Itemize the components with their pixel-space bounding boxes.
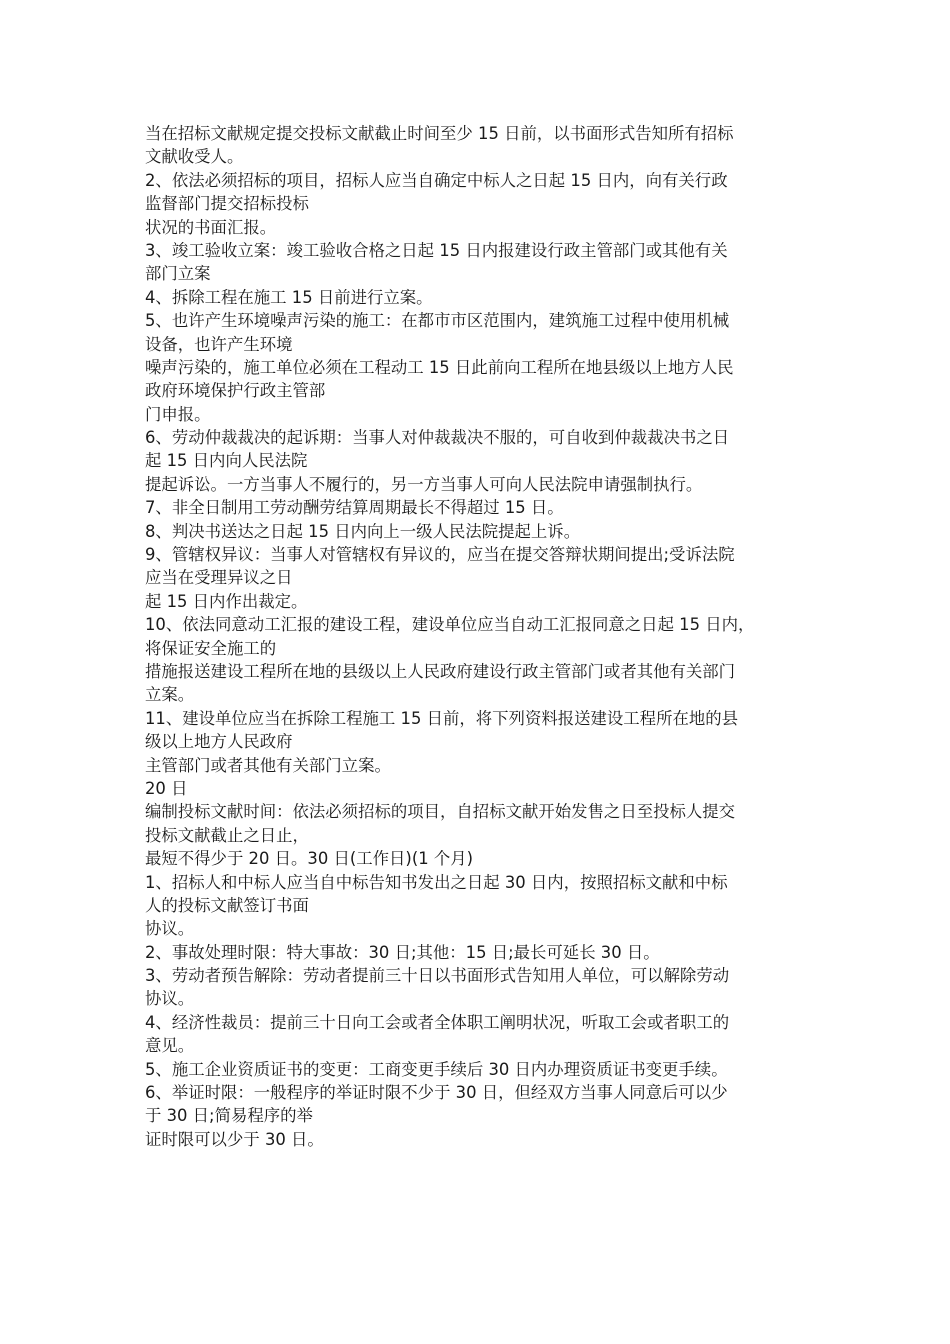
text-line: 投标文献截止之日止，	[145, 825, 309, 845]
text-line: 文献收受人。	[145, 147, 244, 167]
text-line: 立案。	[145, 685, 195, 705]
text-line: 1、招标人和中标人应当自中标告知书发出之日起 30 日内，按照招标文献和中标	[145, 872, 728, 892]
text-line: 于 30 日;简易程序的举	[145, 1106, 313, 1126]
text-line: 7、非全日制用工劳动酬劳结算周期最长不得超过 15 日。	[145, 498, 564, 518]
text-line: 3、竣工验收立案：竣工验收合格之日起 15 日内报建设行政主管部门或其他有关	[145, 240, 728, 260]
text-line: 证时限可以少于 30 日。	[145, 1129, 324, 1149]
text-line: 20 日	[145, 778, 188, 798]
text-line: 提起诉讼。一方当事人不履行的，另一方当事人可向人民法院申请强制执行。	[145, 474, 703, 494]
text-line: 10、依法同意动工汇报的建设工程，建设单位应当自动工汇报同意之日起 15 日内，	[145, 615, 755, 635]
text-line: 监督部门提交招标投标	[145, 194, 309, 214]
text-line: 5、也许产生环境噪声污染的施工：在都市市区范围内，建筑施工过程中使用机械	[145, 311, 730, 331]
text-line: 措施报送建设工程所在地的县级以上人民政府建设行政主管部门或者其他有关部门	[145, 661, 736, 681]
text-line: 11、建设单位应当在拆除工程施工 15 日前，将下列资料报送建设工程所在地的县	[145, 708, 739, 728]
text-line: 9、管辖权异议：当事人对管辖权有异议的，应当在提交答辩状期间提出;受诉法院	[145, 545, 735, 565]
text-line: 4、拆除工程在施工 15 日前进行立案。	[145, 287, 433, 307]
text-line: 编制投标文献时间：依法必须招标的项目，自招标文献开始发售之日至投标人提交	[145, 802, 736, 822]
text-line: 主管部门或者其他有关部门立案。	[145, 755, 391, 775]
text-line: 5、施工企业资质证书的变更：工商变更手续后 30 日内办理资质证书变更手续。	[145, 1059, 728, 1079]
text-line: 状况的书面汇报。	[145, 217, 277, 237]
text-line: 3、劳动者预告解除：劳动者提前三十日以书面形式告知用人单位，可以解除劳动	[145, 966, 730, 986]
text-line: 4、经济性裁员：提前三十日向工会或者全体职工阐明状况，听取工会或者职工的	[145, 1012, 730, 1032]
text-line: 部门立案	[145, 264, 211, 284]
text-line: 应当在受理异议之日	[145, 568, 293, 588]
text-line: 2、依法必须招标的项目，招标人应当自确定中标人之日起 15 日内，向有关行政	[145, 170, 728, 190]
text-line: 8、判决书送达之日起 15 日内向上一级人民法院提起上诉。	[145, 521, 581, 541]
text-line: 协议。	[145, 919, 195, 939]
text-line: 当在招标文献规定提交投标文献截止时间至少 15 日前，以书面形式告知所有招标	[145, 124, 734, 143]
text-line: 门申报。	[145, 404, 211, 424]
text-line: 6、劳动仲裁裁决的起诉期：当事人对仲裁裁决不服的，可自收到仲裁裁决书之日	[145, 428, 730, 448]
text-line: 起 15 日内向人民法院	[145, 451, 308, 471]
text-line: 政府环境保护行政主管部	[145, 381, 326, 401]
document-body	[145, 122, 825, 1151]
text-line: 2、事故处理时限：特大事故：30 日;其他：15 日;最长可延长 30 日。	[145, 942, 660, 962]
text-line: 6、举证时限：一般程序的举证时限不少于 30 日，但经双方当事人同意后可以少	[145, 1083, 728, 1103]
text-line: 级以上地方人民政府	[145, 732, 293, 752]
text-line: 噪声污染的，施工单位必须在工程动工 15 日此前向工程所在地县级以上地方人民	[145, 357, 734, 377]
text-line: 设备，也许产生环境	[145, 334, 293, 354]
text-line: 协议。	[145, 989, 195, 1009]
text-line: 意见。	[145, 1036, 195, 1056]
text-line: 人的投标文献签订书面	[145, 895, 309, 915]
text-line: 起 15 日内作出裁定。	[145, 591, 308, 611]
text-line: 最短不得少于 20 日。30 日(工作日)(1 个月)	[145, 849, 474, 869]
text-line: 将保证安全施工的	[145, 638, 277, 658]
